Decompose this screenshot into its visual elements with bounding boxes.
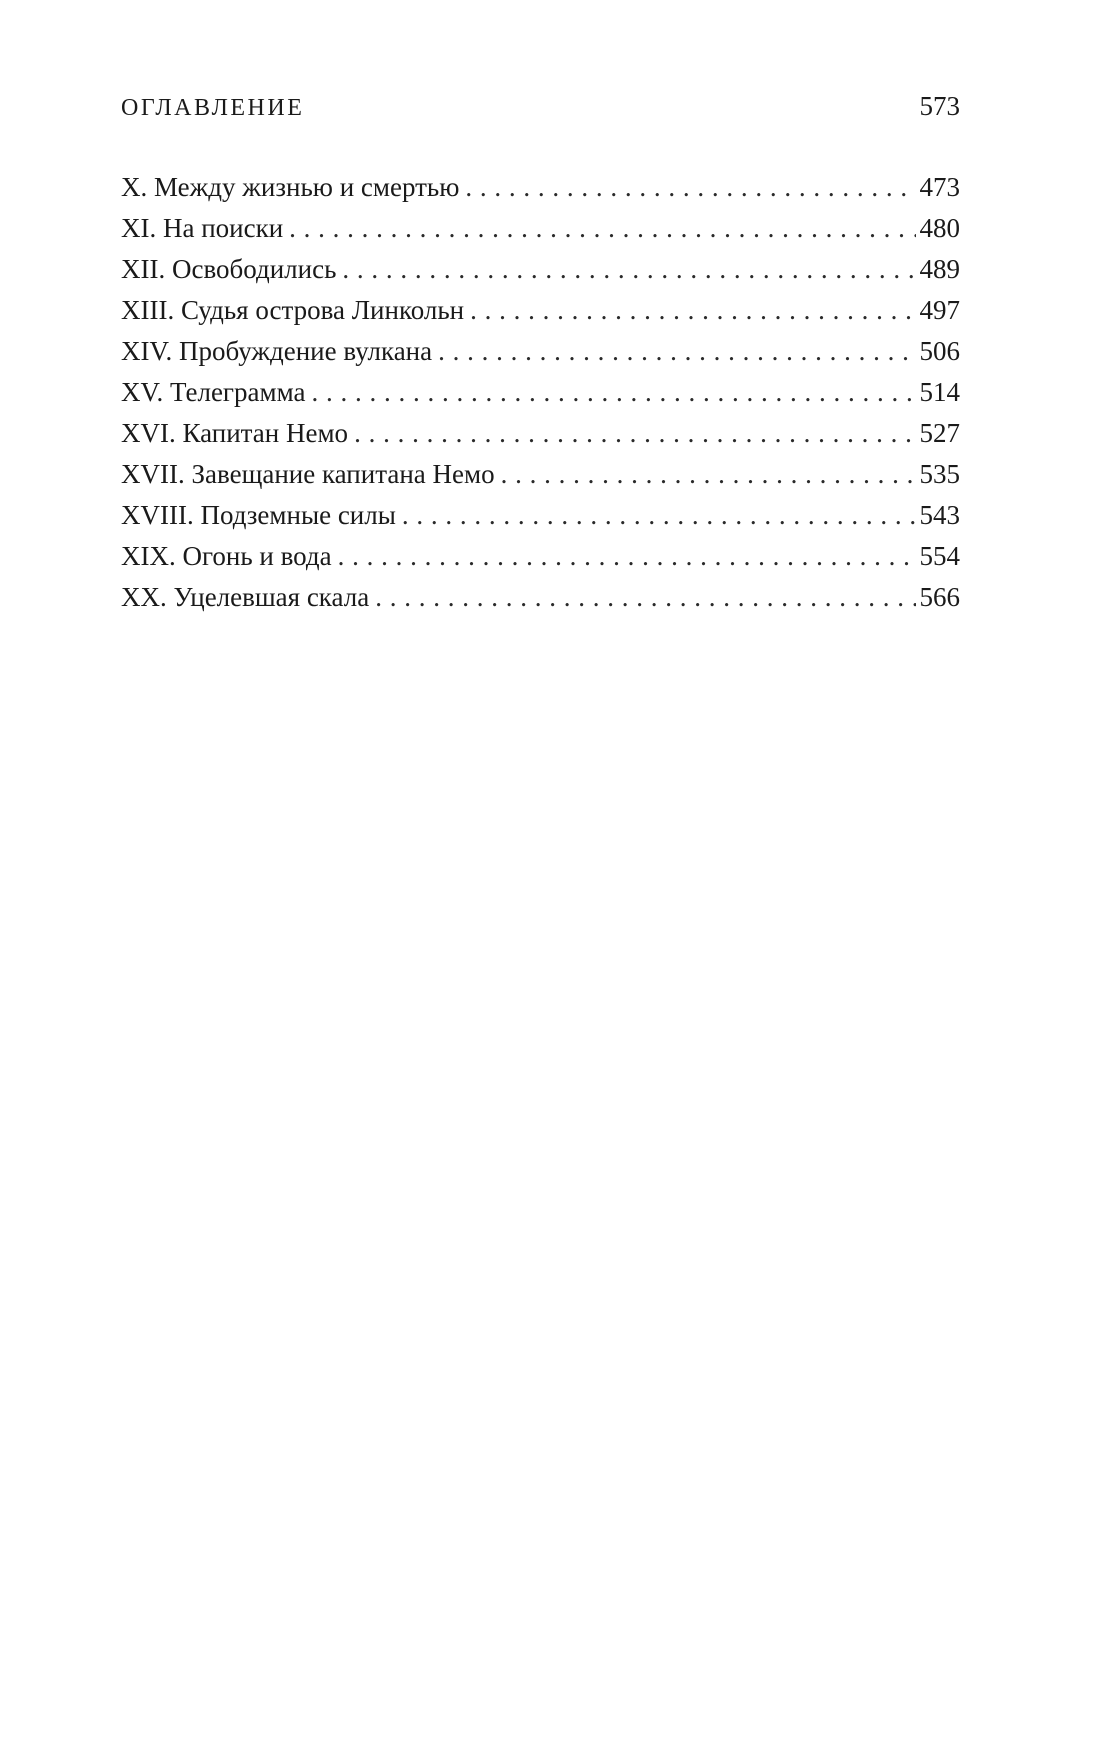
toc-entry-title: XIV. Пробуждение вулкана [121, 336, 433, 366]
dot-leader [338, 536, 916, 577]
dot-leader [289, 208, 915, 249]
toc-entry [121, 249, 960, 290]
toc-entry-page: 480 [919, 213, 960, 243]
toc-entry [121, 413, 960, 454]
toc-entry [121, 167, 960, 208]
toc-entry-title: XVI. Капитан Немо [121, 418, 349, 448]
dot-leader [470, 290, 915, 331]
toc-entry-title: XIII. Судья острова Линкольн [121, 295, 465, 325]
table-of-contents [121, 167, 960, 618]
toc-entry-page: 527 [919, 418, 960, 448]
toc-entry-page: 543 [919, 500, 960, 530]
toc-entry-page: 554 [919, 541, 960, 571]
toc-entry [121, 208, 960, 249]
toc-entry-title: XIX. Огонь и вода [121, 541, 332, 571]
toc-entry [121, 372, 960, 413]
toc-entry-title: XVIII. Подземные силы [121, 500, 396, 530]
toc-entry-page: 473 [919, 172, 960, 202]
toc-entry [121, 577, 960, 618]
toc-entry-page: 535 [919, 459, 960, 489]
toc-entry [121, 495, 960, 536]
toc-entry-title: XII. Освободились [121, 254, 337, 284]
dot-leader [354, 413, 915, 454]
toc-entry [121, 536, 960, 577]
running-head [121, 88, 960, 124]
dot-leader [501, 454, 916, 495]
toc-entry-title: XV. Телеграмма [121, 377, 306, 407]
dot-leader [375, 577, 915, 618]
dot-leader [342, 249, 915, 290]
toc-entry-title: X. Между жизнью и смертью [121, 172, 460, 202]
toc-entry [121, 290, 960, 331]
toc-entry-page: 489 [919, 254, 960, 284]
toc-entry-page: 497 [919, 295, 960, 325]
dot-leader [402, 495, 916, 536]
dot-leader [438, 331, 915, 372]
toc-entry-title: XX. Уцелевшая скала [121, 582, 370, 612]
toc-entry-page: 514 [919, 377, 960, 407]
dot-leader [311, 372, 915, 413]
running-title: ОГЛАВЛЕНИЕ [121, 95, 305, 121]
toc-entry-title: XVII. Завещание капитана Немо [121, 459, 495, 489]
toc-entry-page: 566 [919, 582, 960, 612]
dot-leader [465, 167, 915, 208]
toc-entry-page: 506 [919, 336, 960, 366]
toc-entry [121, 454, 960, 495]
toc-entry [121, 331, 960, 372]
page-number: 573 [919, 91, 960, 121]
toc-entry-title: XI. На поиски [121, 213, 284, 243]
